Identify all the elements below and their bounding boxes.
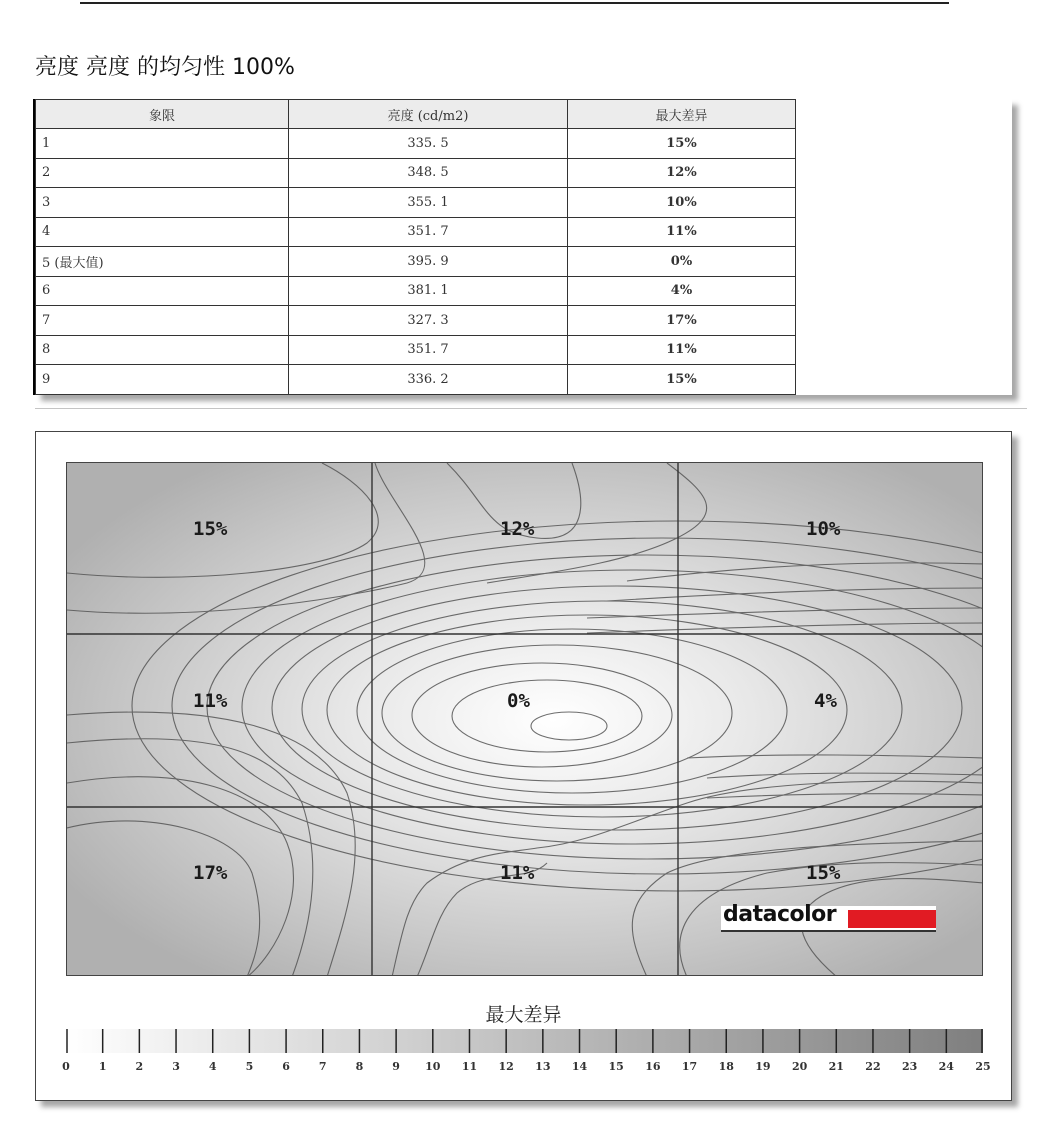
luminance-cell: 335. 5	[289, 129, 568, 159]
header-max-diff: 最大差异	[568, 100, 796, 129]
logo-red-bar	[848, 910, 936, 928]
colorbar-tick-label: 3	[172, 1060, 180, 1073]
colorbar-tick-label: 20	[791, 1060, 808, 1073]
max-diff-cell: 11%	[568, 217, 796, 247]
colorbar-tick-label: 16	[645, 1060, 661, 1073]
colorbar-tick-label: 21	[828, 1060, 844, 1073]
quadrant-cell: 5 (最大值)	[36, 247, 289, 277]
table-row	[36, 306, 796, 336]
colorbar-tick-label: 7	[318, 1060, 327, 1073]
luminance-cell: 327. 3	[289, 306, 568, 336]
colorbar-tick-label: 11	[461, 1060, 478, 1073]
quadrant-cell: 7	[36, 306, 289, 336]
luminance-cell: 348. 5	[289, 158, 568, 188]
cell-label-q1: 15%	[193, 518, 228, 540]
max-diff-cell: 4%	[568, 276, 796, 306]
quadrant-cell: 6	[36, 276, 289, 306]
cell-label-q8: 11%	[500, 862, 535, 884]
colorbar-tick-label: 9	[392, 1060, 400, 1073]
luminance-cell: 351. 7	[289, 217, 568, 247]
table-row	[36, 158, 796, 188]
cell-label-q9: 15%	[806, 862, 841, 884]
luminance-table	[35, 99, 796, 395]
colorbar-tick-label: 0	[62, 1060, 70, 1073]
top-rule	[80, 2, 949, 4]
max-diff-cell: 11%	[568, 335, 796, 365]
uniformity-contour-plot	[66, 462, 983, 976]
max-diff-cell: 15%	[568, 365, 796, 395]
colorbar-tick-label: 18	[718, 1060, 734, 1073]
colorbar-svg	[66, 1029, 983, 1053]
colorbar-tick-labels	[62, 1060, 991, 1076]
table-row	[36, 188, 796, 218]
colorbar-tick-label: 13	[535, 1060, 551, 1073]
colorbar-tick-label: 15	[608, 1060, 624, 1073]
quadrant-cell: 1	[36, 129, 289, 159]
colorbar-tick-label: 24	[938, 1060, 954, 1073]
table-row	[36, 276, 796, 306]
colorbar-tick-label: 4	[208, 1060, 217, 1073]
cell-label-q3: 10%	[806, 518, 841, 540]
colorbar-tick-label: 25	[975, 1060, 991, 1073]
header-quadrant: 象限	[36, 100, 289, 129]
datacolor-logo	[721, 902, 936, 932]
luminance-cell: 336. 2	[289, 365, 568, 395]
colorbar-tick-label: 23	[901, 1060, 918, 1073]
colorbar-tick-label: 2	[135, 1060, 144, 1073]
cell-label-q4: 11%	[193, 690, 228, 712]
luminance-cell: 355. 1	[289, 188, 568, 218]
colorbar-tick-label: 10	[425, 1060, 441, 1073]
uniformity-chart-card	[35, 431, 1012, 1101]
quadrant-cell: 2	[36, 158, 289, 188]
colorbar-tick-label: 14	[571, 1060, 588, 1073]
colorbar-tick-label: 19	[755, 1060, 771, 1073]
colorbar-tick-label: 6	[282, 1060, 290, 1073]
quadrant-cell: 4	[36, 217, 289, 247]
legend-title: 最大差异	[485, 1004, 562, 1026]
colorbar-tick-label: 8	[355, 1060, 364, 1073]
separator-rule	[35, 408, 1027, 409]
luminance-cell: 381. 1	[289, 276, 568, 306]
max-diff-cell: 0%	[568, 247, 796, 277]
logo-text: datacolor	[723, 902, 837, 927]
table-header-row	[36, 100, 796, 129]
quadrant-cell: 9	[36, 365, 289, 395]
quadrant-cell: 3	[36, 188, 289, 218]
cell-label-q2: 12%	[500, 518, 535, 540]
max-diff-cell: 15%	[568, 129, 796, 159]
cell-label-q7: 17%	[193, 862, 228, 884]
colorbar-tick-label: 5	[245, 1060, 254, 1073]
table-row	[36, 365, 796, 395]
colorbar-tick-label: 17	[681, 1060, 698, 1073]
cell-label-q6: 4%	[814, 690, 837, 712]
table-row	[36, 129, 796, 159]
cell-label-q5: 0%	[507, 690, 530, 712]
max-diff-cell: 17%	[568, 306, 796, 336]
table-row	[36, 217, 796, 247]
max-diff-cell: 10%	[568, 188, 796, 218]
page-heading: 亮度 亮度 的均匀性 100%	[35, 55, 295, 80]
table-row	[36, 335, 796, 365]
max-diff-cell: 12%	[568, 158, 796, 188]
table-row	[36, 247, 796, 277]
luminance-cell: 351. 7	[289, 335, 568, 365]
luminance-cell: 395. 9	[289, 247, 568, 277]
colorbar-tick-label: 1	[98, 1060, 107, 1073]
luminance-table-card	[35, 99, 1012, 395]
quadrant-cell: 8	[36, 335, 289, 365]
colorbar	[66, 1029, 983, 1053]
colorbar-tick-label: 22	[865, 1060, 881, 1073]
colorbar-tick-label: 12	[498, 1060, 514, 1073]
header-luminance: 亮度 (cd/m2)	[289, 100, 568, 129]
